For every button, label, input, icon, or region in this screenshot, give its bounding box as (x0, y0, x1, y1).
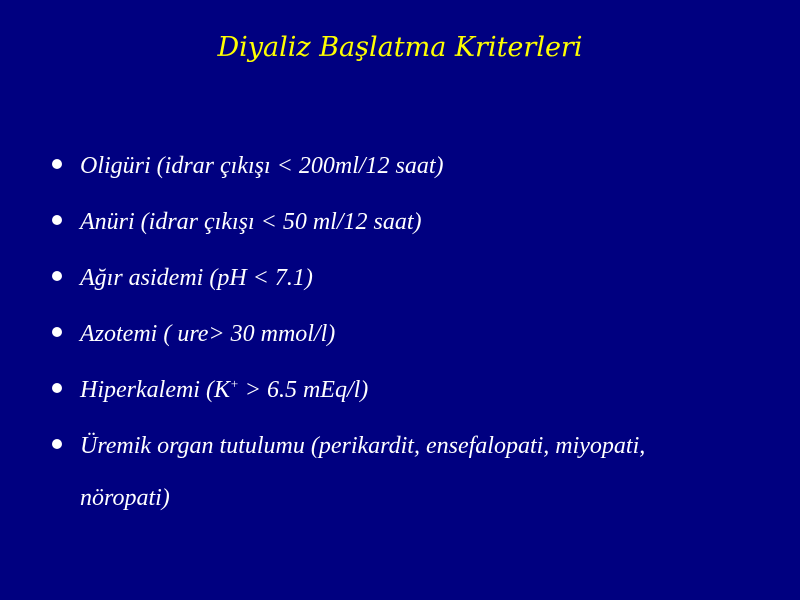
slide-title: Diyaliz Başlatma Kriterleri (217, 32, 583, 63)
bullet-dot-icon (52, 159, 62, 169)
bullet-text: Anüri (idrar çıkışı < 50 ml/12 saat) (80, 209, 422, 235)
bullet-text: Ağır asidemi (pH < 7.1) (80, 265, 313, 291)
bullet-dot-icon (52, 327, 62, 337)
bullet-list (50, 140, 750, 528)
bullet-text: Oligüri (idrar çıkışı < 200ml/12 saat) (80, 153, 444, 179)
bullet-item-oliguria (50, 140, 750, 192)
bullet-item-hyperkalemia (50, 364, 750, 416)
bullet-text (80, 377, 368, 403)
bullet-text: Üremik organ tutulumu (perikardit, ensefalopati, miyopati, nöropati) (80, 433, 646, 511)
bullet-text-part: Hiperkalemi (K (80, 377, 230, 403)
bullet-dot-icon (52, 383, 62, 393)
bullet-item-acidemia (50, 252, 750, 304)
superscript-plus: + (229, 376, 239, 391)
bullet-dot-icon (52, 215, 62, 225)
bullet-text: Azotemi ( ure> 30 mmol/l) (80, 321, 336, 347)
bullet-item-uremic (50, 420, 750, 524)
bullet-text-part: > 6.5 mEq/l) (238, 377, 369, 403)
bullet-item-anuria (50, 196, 750, 248)
bullet-dot-icon (52, 439, 62, 449)
bullet-dot-icon (52, 271, 62, 281)
bullet-item-azotemia (50, 308, 750, 360)
